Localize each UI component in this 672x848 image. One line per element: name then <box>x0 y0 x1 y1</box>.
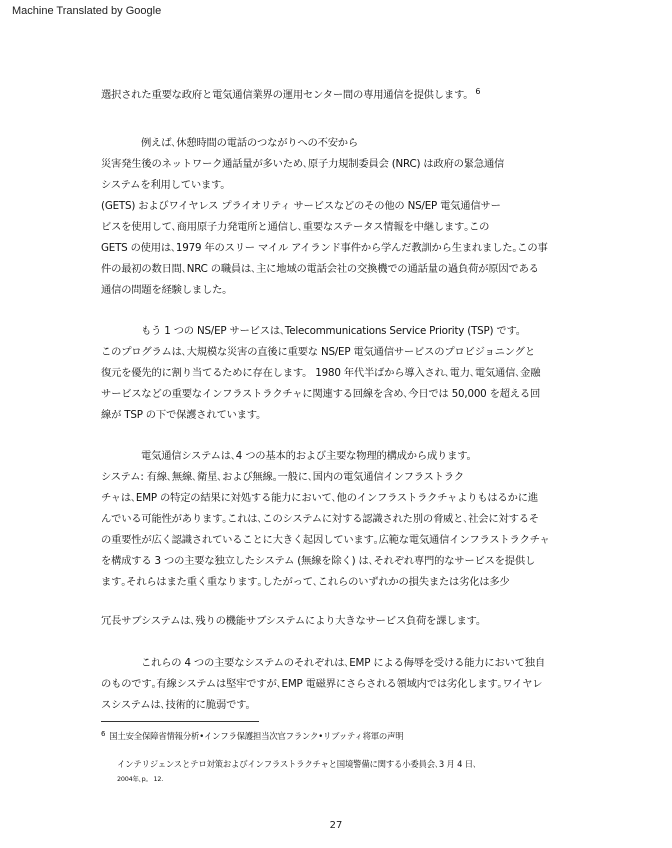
footnote-separator <box>101 721 259 722</box>
body-line: システムを利用しています。 <box>101 179 231 191</box>
body-line: 件の最初の数日間､NRC の職員は､主に地域の電話会社の交換機での通話量の過負荷が原因である <box>101 263 539 275</box>
body-line: (GETS) およびワイヤレス プライオリティ サービスなどのその他の NS/EP 電気通信サー <box>101 200 501 212</box>
body-line: 通信の問題を経験しました。 <box>101 284 233 296</box>
body-line: もう 1 つの NS/EP サービスは､Telecommunications Service Priority (TSP) です。 <box>141 325 526 337</box>
body-line: ます｡それらはまた重く重なります｡したがって､これらのいずれかの損失または劣化は多少 <box>101 576 510 588</box>
body-line: サービスなどの重要なインフラストラクチャに関連する回線を含め､今日では 50,000 を超える回 <box>101 388 541 400</box>
page-number: 27 <box>329 820 343 831</box>
body-line: 冗長サブシステムは､残りの機能サブシステムにより大きなサービス負荷を課します。 <box>101 615 486 627</box>
body-line: のものです｡有線システムは堅牢ですが､EMP 電磁界にさらされる領域内では劣化します｡ワイヤレ <box>101 678 543 690</box>
body-line: GETS の使用は､1979 年のスリー マイル アイランド事件から学んだ教訓から生まれました｡この事 <box>101 242 548 254</box>
body-line: 災害発生後のネットワーク通話量が多いため､原子力規制委員会 (NRC) は政府の緊急通信 <box>101 158 505 170</box>
footnote-reference: 6 <box>475 87 481 96</box>
footnote-text: インテリジェンスとテロ対策およびインフラストラクチャと国境警備に関する小委員会､3 月 4 日､ <box>117 759 477 769</box>
body-line: 復元を優先的に割り当てるために存在します。 1980 年代半ばから導入され､電力､電気通信､金融 <box>101 367 541 379</box>
body-line: スシステムは､技術的に脆弱です。 <box>101 699 256 711</box>
footnote-text: 国土安全保障省情報分析•インフラ保護担当次官フランク•リブッティ将軍の声明 <box>109 731 404 741</box>
body-line: 選択された重要な政府と電気通信業界の運用センター間の専用通信を提供します。 $^6$ <box>101 87 481 101</box>
body-line: システム: 有線､無線､衛星､および無線｡一般に､国内の電気通信インフラストラク <box>101 471 464 483</box>
body-line: 例えば､休憩時間の電話のつながりへの不安から <box>141 137 358 149</box>
body-line: チャは､EMP の特定の結果に対処する能力において､他のインフラストラクチャよりもはるかに進 <box>101 492 538 504</box>
body-line: 線が TSP の下で保護されています。 <box>101 409 267 421</box>
machine-translation-label: Machine Translated by Google <box>12 5 162 17</box>
footnote-marker: 6 <box>101 730 106 738</box>
body-line: このプログラムは､大規模な災害の直後に重要な NS/EP 電気通信サービスのプロビジョニングと <box>101 346 535 358</box>
body-line: ビスを使用して､商用原子力発電所と通信し､重要なステータス情報を中継します｡この <box>101 221 490 233</box>
body-line: これらの 4 つの主要なシステムのそれぞれは､EMP による侮辱を受ける能力において独自 <box>141 657 545 669</box>
body-line: 電気通信システムは､4 つの基本的および主要な物理的構成から成ります。 <box>141 450 477 462</box>
body-line: の重要性が広く認識されていることに大きく起因しています｡広範な電気通信インフラストラクチャ <box>101 534 550 546</box>
body-line: を構成する 3 つの主要な独立したシステム (無線を除く) は､それぞれ専門的なサービスを提供し <box>101 555 536 567</box>
body-line: んでいる可能性があります｡これは､このシステムに対する認識された別の脅威と､社会に対するそ <box>101 513 539 525</box>
footnote <box>101 730 403 742</box>
footnote-text: 2004年､p。 12. <box>117 775 164 783</box>
